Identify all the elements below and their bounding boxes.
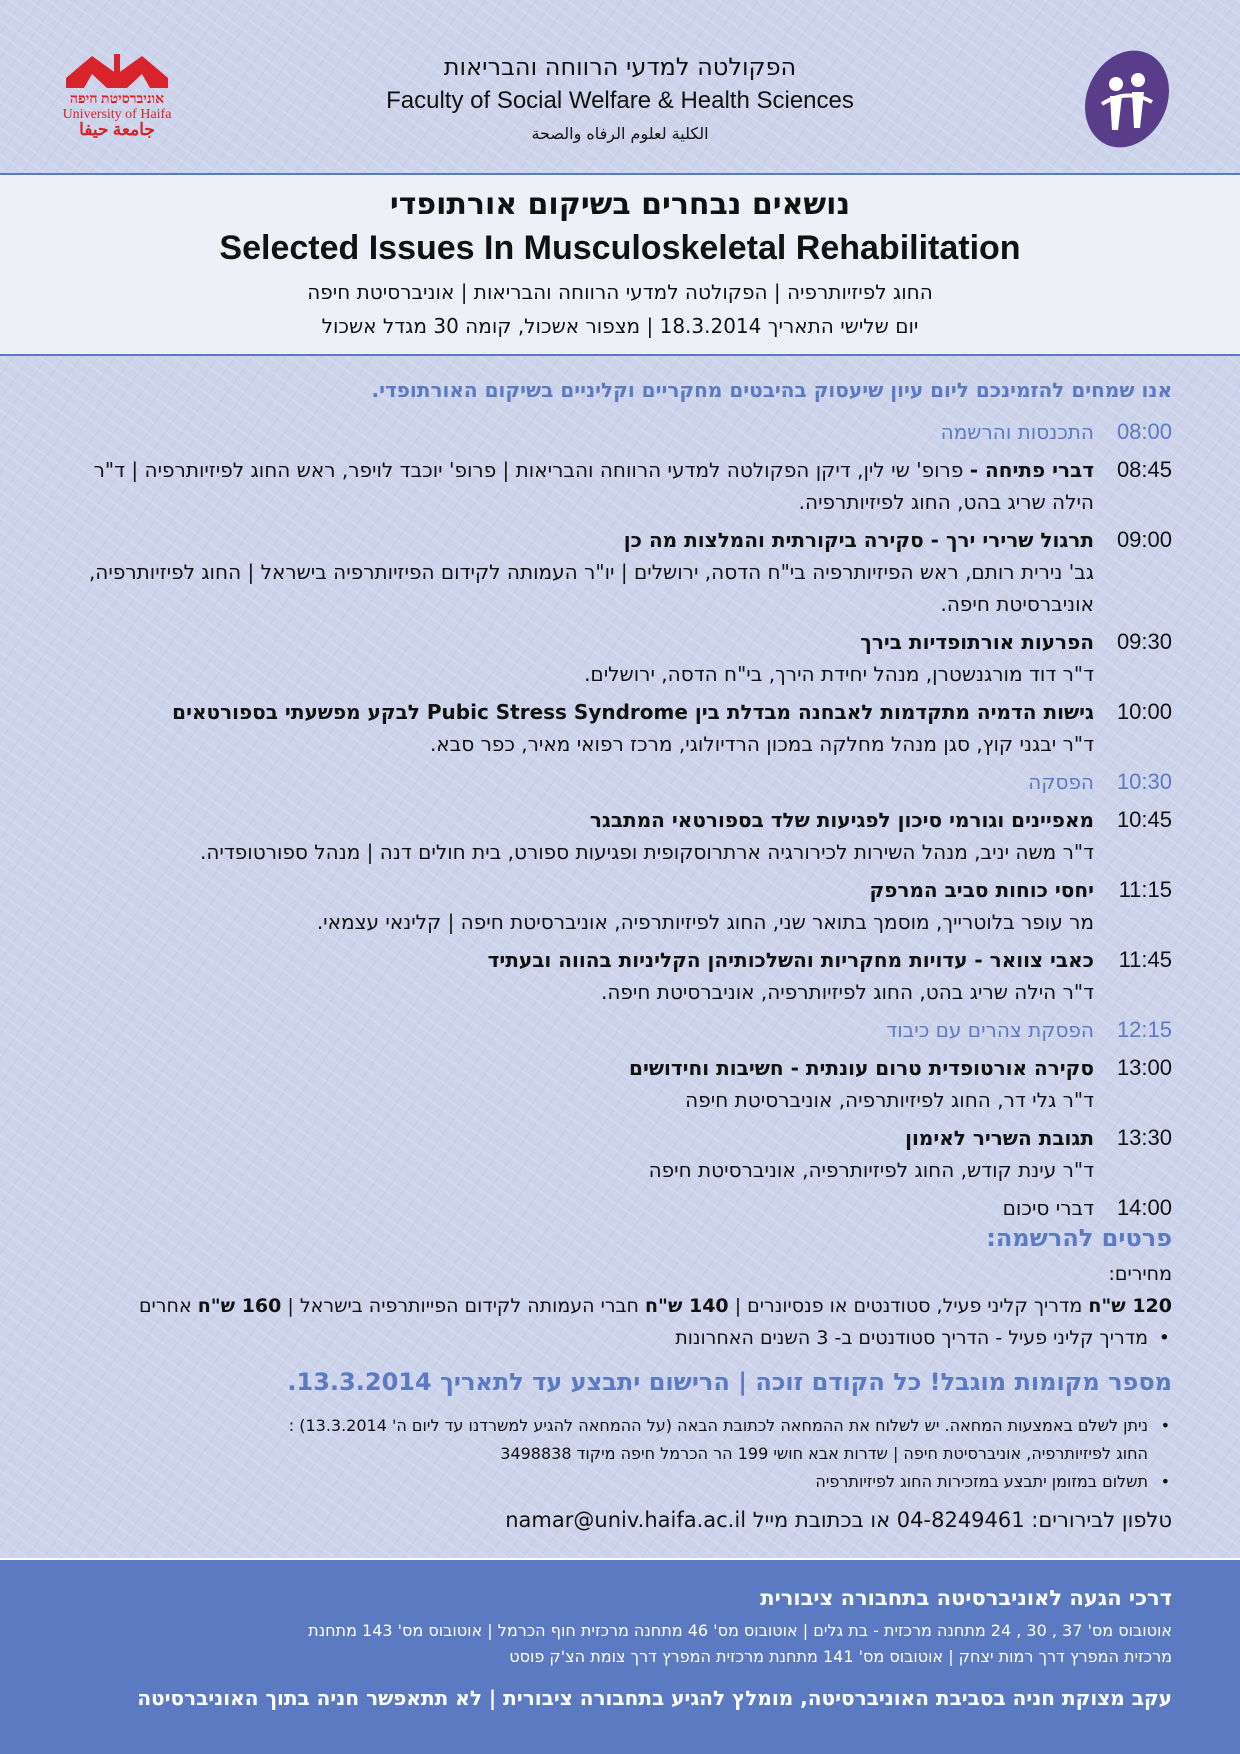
schedule-title: תרגול שרירי ירך - סקירה ביקורתית והמלצות מה כן xyxy=(623,528,1094,552)
program xyxy=(60,372,1172,1230)
schedule-title: סקירה אורטופדית טרום עונתית - חשיבות וחידושים xyxy=(629,1056,1094,1080)
event-title-he: נושאים נבחרים בשיקום אורתופדי xyxy=(389,187,851,222)
directions-title: דרכי הגעה לאוניברסיטה בתחבורה ציבורית xyxy=(760,1586,1172,1610)
payment-cash: • תשלום במזומן יתבצע במזכירות החוג לפיזיותרפיה xyxy=(60,1468,1172,1496)
schedule-body xyxy=(60,944,1094,1008)
schedule-row xyxy=(60,766,1172,798)
schedule-text: פרופ' שי לין, דיקן הפקולטה למדעי הרווחה והבריאות | פרופ' יוכבד לויפר, ראש החוג לפיזיותרפיה | ד"ר הילה שריג בהט, החוג לפיזיותרפיה. xyxy=(93,458,1094,514)
schedule-text: התכנסות והרשמה xyxy=(940,420,1094,444)
university-name-en: University of Haifa xyxy=(62,107,172,122)
schedule-time: 09:30 xyxy=(1116,629,1172,654)
schedule-title: תגובת השריר לאימון xyxy=(905,1126,1094,1150)
schedule-text: הפסקת צהרים עם כיבוד xyxy=(886,1018,1094,1042)
price-amount: 160 ש"ח xyxy=(197,1295,282,1317)
schedule-body xyxy=(60,1052,1094,1116)
payment-check-text: • ניתן לשלם באמצעות המחאה. יש לשלוח את ההמחאה לכתובת הבאה (על ההמחאה להגיע למשרדנו עד ליום ה' 13.3.2014) : xyxy=(288,1416,1148,1435)
event-date-location: יום שלישי התאריך 18.3.2014 | מצפור אשכול, קומה 30 מגדל אשכול xyxy=(321,314,919,338)
limited-seats-notice: מספר מקומות מוגבל! כל הקודם זוכה | הרישום יתבצע עד לתאריך 13.3.2014. xyxy=(287,1368,1172,1396)
schedule-body xyxy=(60,804,1094,868)
title-band xyxy=(0,173,1240,356)
schedule-body xyxy=(60,454,1094,518)
schedule-text: הפסקה xyxy=(1028,770,1094,794)
schedule-text: דברי סיכום xyxy=(1002,1196,1094,1220)
schedule-row xyxy=(60,416,1172,448)
schedule-time: 11:15 xyxy=(1118,877,1172,902)
schedule-row xyxy=(60,1014,1172,1046)
schedule-time: 11:45 xyxy=(1118,947,1172,972)
schedule-title: דברי פתיחה - xyxy=(969,458,1094,482)
schedule-text: ד"ר משה יניב, מנהל השירות לכירורגיה ארתרוסקופית ופגיעות ספורט, בית חולים דנה | מנהל ספורטופדיה. xyxy=(199,840,1094,864)
schedule-row xyxy=(60,454,1172,518)
university-building-icon xyxy=(62,48,172,92)
schedule-text: מר עופר בלוטרייך, מוסמך בתואר שני, החוג לפיזיותרפיה, אוניברסיטת חיפה | קלינאי עצמאי. xyxy=(316,910,1094,934)
schedule-title: כאבי צוואר - עדויות מחקריות והשלכותיהן הקליניות בהווה ובעתיד xyxy=(487,948,1094,972)
directions-content xyxy=(60,1578,1172,1718)
price-desc: חברי העמותה לקידום הפייותרפיה בישראל | xyxy=(281,1295,645,1317)
schedule-text: ד"ר יבגני קוץ, סגן מנהל מחלקה במכון הרדיולוגי, מרכז רפואי מאיר, כפר סבא. xyxy=(429,732,1094,756)
event-title-en: Selected Issues In Musculoskeletal Rehabilitation xyxy=(219,229,1021,267)
faculty-name-ar: الكلية لعلوم الرفاه والصحة xyxy=(531,124,709,143)
contact-line: טלפון לבירורים: 04-8249461 או בכתובת מייל namar@univ.haifa.ac.il xyxy=(505,1508,1172,1532)
bus-lines: מרכזית המפרץ דרך רמות יצחק | אוטובוס מס' 141 מתחנת מרכזית המפרץ דרך צומת הצ'ק פוסט xyxy=(509,1647,1172,1666)
intro-text: אנו שמחים להזמינכם ליום עיון שיעסוק בהיבטים מחקריים וקליניים בשיקום האורתופדי. xyxy=(371,378,1172,402)
schedule-text: ד"ר עינת קודש, החוג לפיזיותרפיה, אוניברסיטת חיפה xyxy=(648,1158,1094,1182)
schedule-row xyxy=(60,696,1172,760)
parking-notice: עקב מצוקת חניה בסביבת האוניברסיטה, מומלץ להגיע בתחבורה ציבורית | לא תתאפשר חניה בתוך האוניברסיטה xyxy=(137,1686,1172,1710)
schedule-row xyxy=(60,804,1172,868)
schedule-time: 13:00 xyxy=(1116,1055,1172,1080)
schedule-time: 10:45 xyxy=(1116,807,1172,832)
schedule-time: 08:45 xyxy=(1116,457,1172,482)
schedule-body xyxy=(60,1122,1094,1186)
schedule-time: 13:30 xyxy=(1116,1125,1172,1150)
schedule-time: 14:00 xyxy=(1116,1195,1172,1220)
schedule-text: גב' נירית רותם, ראש הפיזיותרפיה בי"ח הדסה, ירושלים | יו"ר העמותה לקידום הפיזיותרפיה בישראל | החוג לפיזיותרפיה, אוניברסיטת חיפה. xyxy=(88,560,1094,616)
university-name-he: אוניברסיטת חיפה xyxy=(69,92,165,107)
schedule-row xyxy=(60,944,1172,1008)
price-desc: אחרים xyxy=(138,1295,198,1317)
schedule-body xyxy=(60,524,1094,620)
university-name-ar: جامعة حيفا xyxy=(79,120,155,139)
schedule-title: הפרעות אורתופדיות בירך xyxy=(860,630,1094,654)
schedule-time: 10:30 xyxy=(1116,769,1172,794)
prices-line xyxy=(60,1290,1172,1322)
price-desc: מדריך קליני פעיל, סטודנטים או פנסיונרים | xyxy=(728,1295,1089,1317)
schedule-row xyxy=(60,524,1172,620)
schedule-row xyxy=(60,874,1172,938)
payment-check xyxy=(60,1412,1172,1468)
schedule-row xyxy=(60,626,1172,690)
instructor-note: • מדריך קליני פעיל - הדריך סטודנטים ב- 3 השנים האחרונות xyxy=(60,1322,1172,1354)
schedule-row xyxy=(60,1122,1172,1186)
schedule-title: יחסי כוחות סביב המרפק xyxy=(869,878,1094,902)
registration-section xyxy=(60,1218,1172,1538)
price-amount: 120 ש"ח xyxy=(1088,1295,1172,1317)
schedule-text: ד"ר הילה שריג בהט, החוג לפיזיותרפיה, אוניברסיטת חיפה. xyxy=(601,980,1094,1004)
faculty-logo xyxy=(1072,44,1182,154)
schedule-text: ד"ר דוד מורגנשטרן, מנהל יחידת הירך, בי"ח הדסה, ירושלים. xyxy=(584,662,1094,686)
schedule-title: גישות הדמיה מתקדמות לאבחנה מבדלת בין Pubic Stress Syndrome לבקע מפשעתי בספורטאים xyxy=(172,700,1094,724)
schedule-body xyxy=(60,626,1094,690)
prices-label: מחירים: xyxy=(1108,1263,1172,1285)
faculty-name-he: הפקולטה למדעי הרווחה והבריאות xyxy=(443,53,797,81)
university-of-haifa-logo xyxy=(52,48,182,158)
registration-title: פרטים להרשמה: xyxy=(986,1224,1172,1252)
directions-footer xyxy=(0,1558,1240,1754)
event-organizers: החוג לפיזיותרפיה | הפקולטה למדעי הרווחה והבריאות | אוניברסיטת חיפה xyxy=(307,280,933,304)
schedule-time: 12:15 xyxy=(1116,1017,1172,1042)
faculty-header xyxy=(300,50,940,150)
schedule-time: 10:00 xyxy=(1116,699,1172,724)
schedule-time: 09:00 xyxy=(1116,527,1172,552)
payment-address: החוג לפיזיותרפיה, אוניברסיטת חיפה | שדרות אבא חושי 199 הר הכרמל חיפה מיקוד 3498838 xyxy=(500,1444,1148,1463)
bus-lines: אוטובוס מס' 37 , 30 , 24 מתחנה מרכזית - בת גלים | אוטובוס מס' 46 מתחנה מרכזית חוף הכרמל | אוטובוס מס' 143 מתחנת xyxy=(308,1621,1172,1640)
schedule-text: ד"ר גלי דר, החוג לפיזיותרפיה, אוניברסיטת חיפה xyxy=(685,1088,1094,1112)
schedule-body xyxy=(60,874,1094,938)
schedule-title: מאפיינים וגורמי סיכון לפגיעות שלד בספורטאי המתבגר xyxy=(589,808,1094,832)
schedule-body xyxy=(60,696,1094,760)
schedule-time: 08:00 xyxy=(1116,419,1172,444)
schedule-row xyxy=(60,1052,1172,1116)
page-header xyxy=(0,0,1240,173)
faculty-name-en: Faculty of Social Welfare & Health Sciences xyxy=(386,87,854,114)
price-amount: 140 ש"ח xyxy=(645,1295,729,1317)
faculty-emblem-icon xyxy=(1072,44,1182,154)
